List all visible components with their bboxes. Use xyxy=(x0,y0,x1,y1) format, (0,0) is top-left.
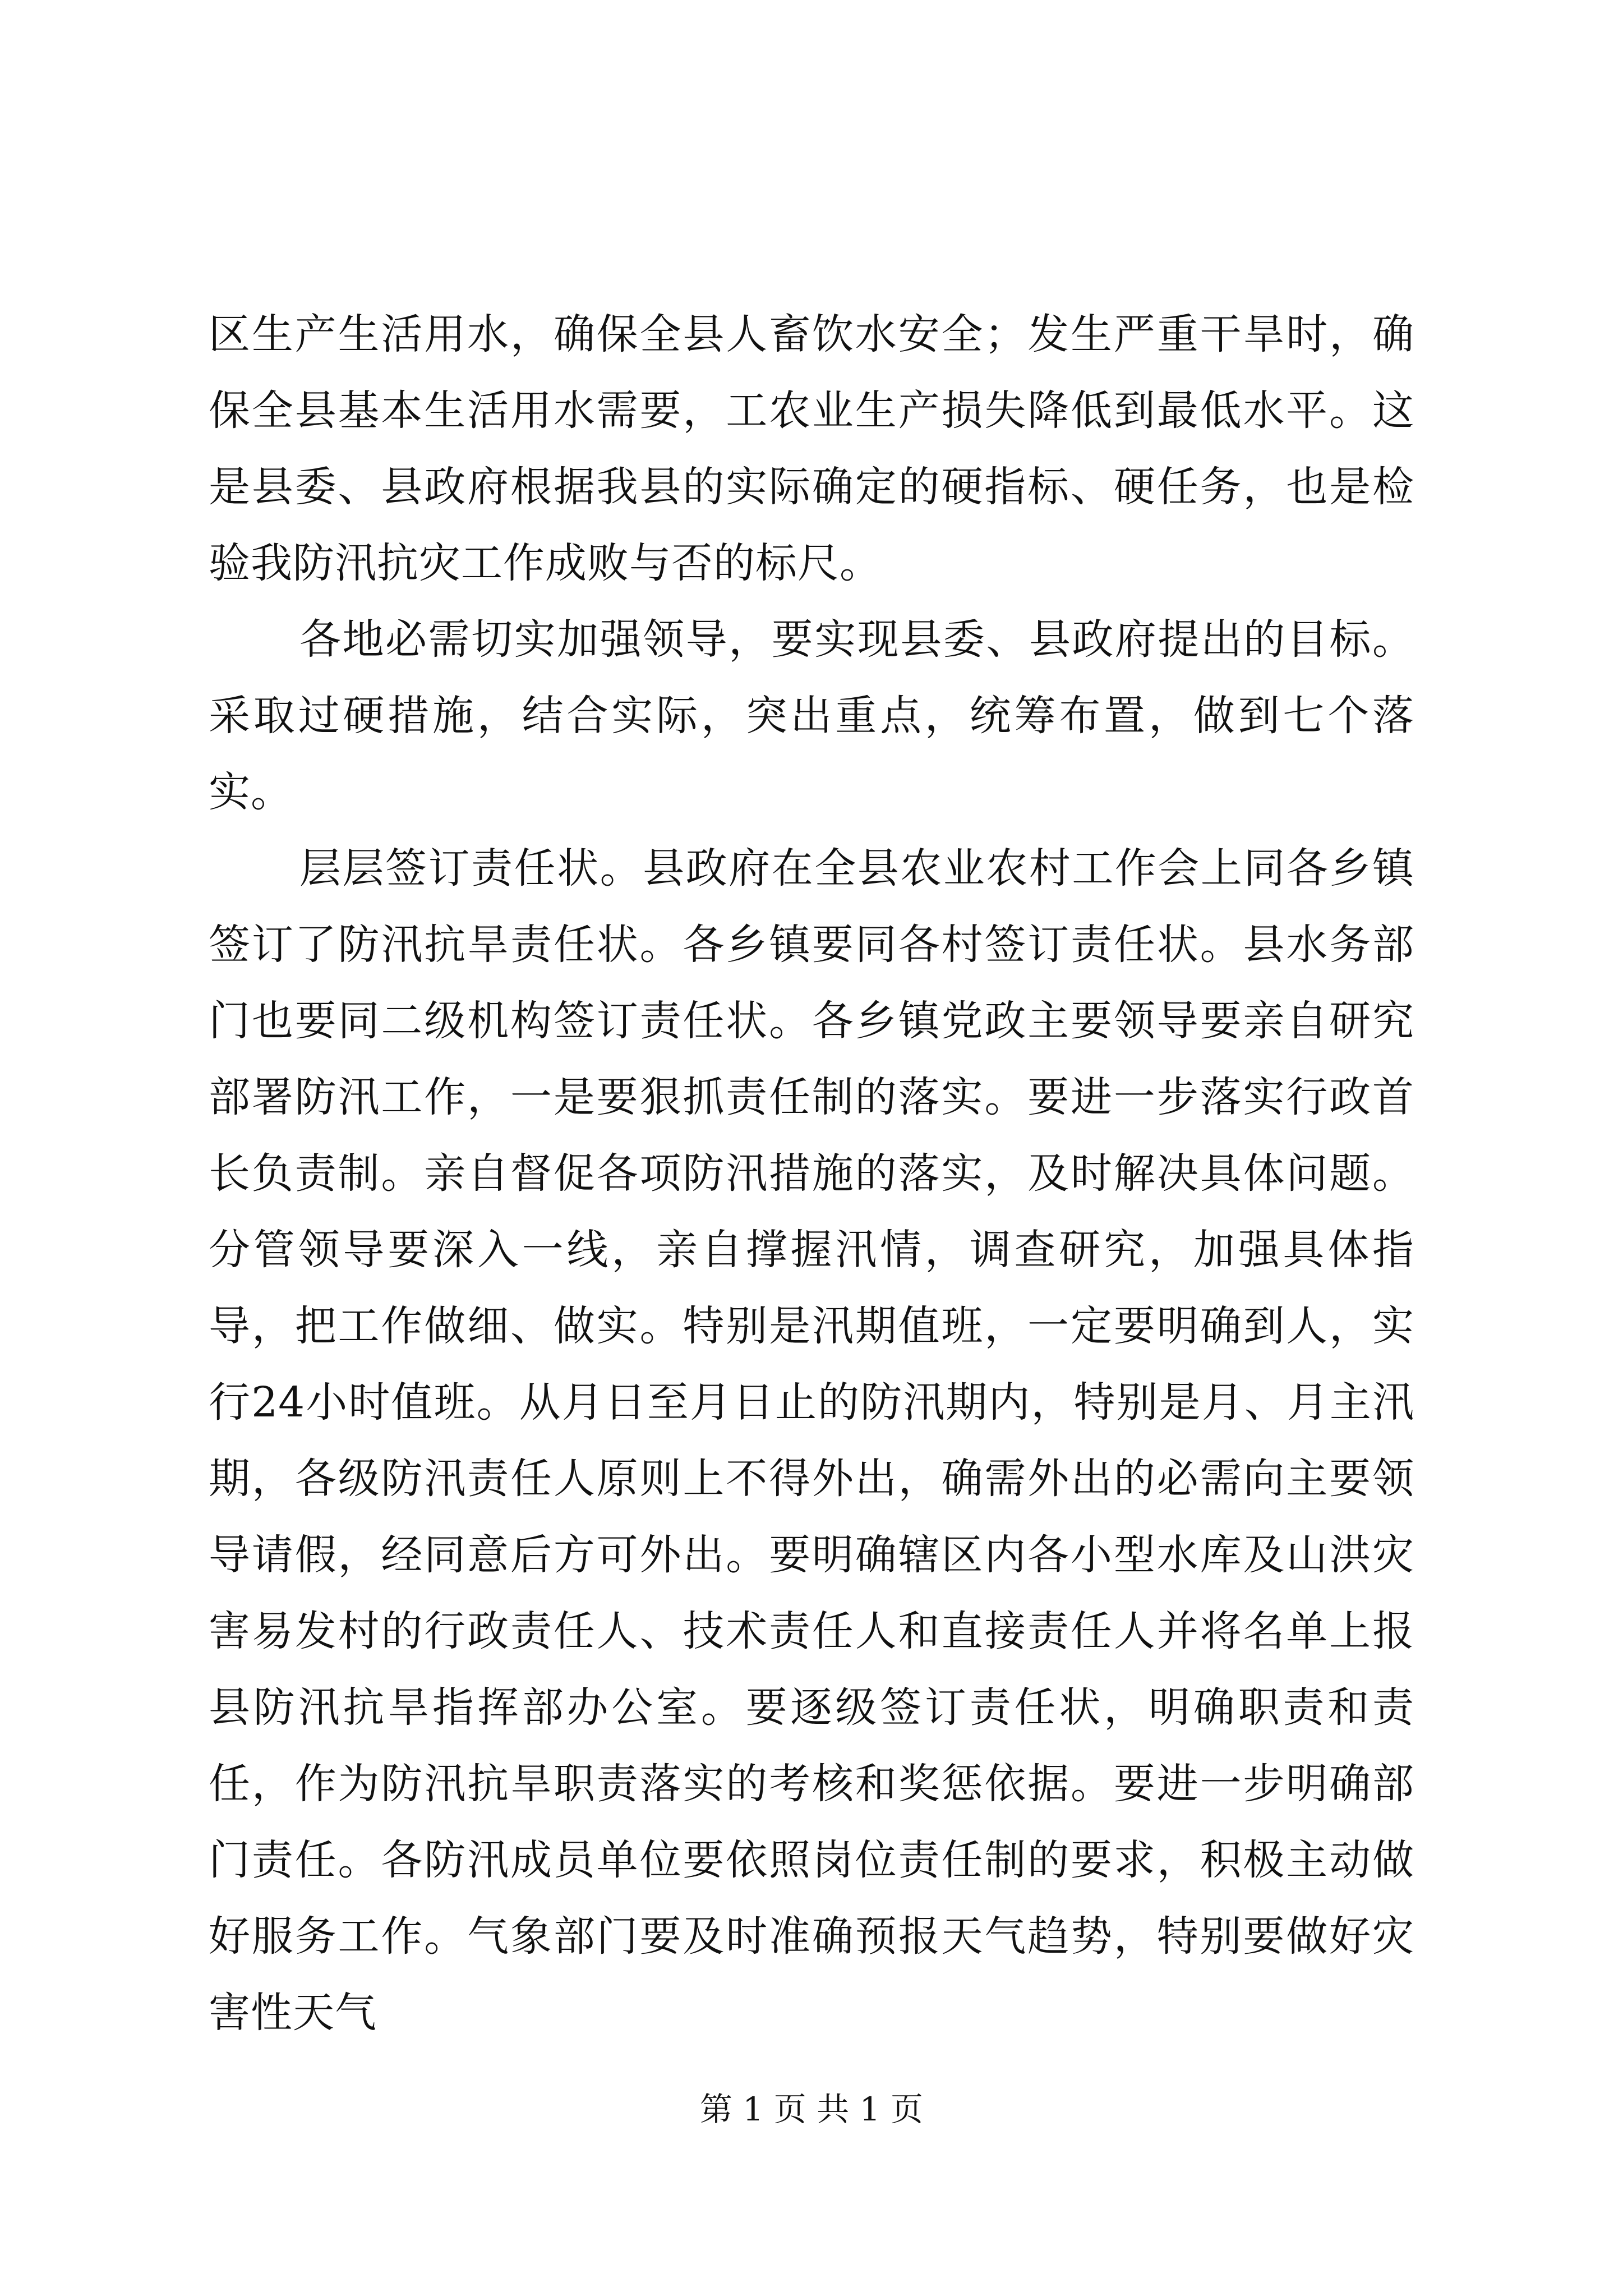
page-number-label: 第 1 页 共 1 页 xyxy=(700,2090,923,2128)
page-number-footer xyxy=(0,2090,1623,2129)
paragraph-2: 各地必需切实加强领导，要实现县委、县政府提出的目标。采取过硬措施，结合实际，突出重点，统筹布置，做到七个落实。 xyxy=(209,615,1414,816)
document-body xyxy=(209,296,1414,2051)
paragraph-3: 层层签订责任状。县政府在全县农业农村工作会上同各乡镇签订了防汛抗旱责任状。各乡镇要同各村签订责任状。县水务部门也要同二级机构签订责任状。各乡镇党政主要领导要亲自研究部署防汛工作，一是要狠抓责任制的落实。要进一步落实行政首长负责制。亲自督促各项防汛措施的落实，及时解决具体问题。分管领导要深入一线，亲自撑握汛情，调查研究，加强具体指导，把工作做细、做实。特别是汛期值班，一定要明确到人，实行24小时值班。从月日至月日止的防汛期内，特别是月、月主汛期，各级防汛责任人原则上不得外出，确需外出的必需向主要领导请假，经同意后方可外出。要明确辖区内各小型水库及山洪灾害易发村的行政责任人、技术责任人和直接责任人并将名单上报县防汛抗旱指挥部办公室。要逐级签订责任状，明确职责和责任，作为防汛抗旱职责落实的考核和奖惩依据。要进一步明确部门责任。各防汛成员单位要依照岗位责任制的要求，积极主动做好服务工作。气象部门要及时准确预报天气趋势，特别要做好灾害性天气 xyxy=(209,844,1414,2037)
paragraph-1: 区生产生活用水，确保全县人畜饮水安全；发生严重干旱时，确保全县基本生活用水需要，工农业生产损失降低到最低水平。这是县委、县政府根据我县的实际确定的硬指标、硬任务，也是检验我防汛抗灾工作成败与否的标尺。 xyxy=(209,310,1414,587)
